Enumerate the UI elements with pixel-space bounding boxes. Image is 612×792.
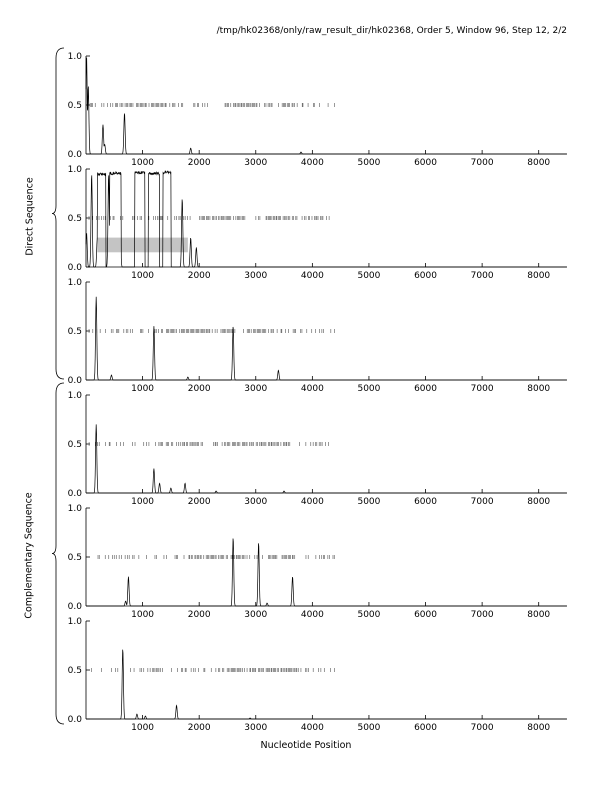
x-tick-label: 1000 <box>131 384 155 394</box>
x-tick-label: 1000 <box>131 723 155 733</box>
x-tick-label: 5000 <box>357 497 381 507</box>
y-tick-label: 0.0 <box>67 150 82 160</box>
x-tick-label: 2000 <box>187 723 211 733</box>
series-line <box>86 58 567 154</box>
page-header: /tmp/hk02368/only/raw_result_dir/hk02368, Order 5, Window 96, Step 12, 2/2 <box>216 26 567 36</box>
x-tick-label: 5000 <box>357 723 381 733</box>
group-brace-2 <box>52 383 64 724</box>
y-tick-label: 1.0 <box>67 617 82 627</box>
x-tick-label: 7000 <box>470 610 494 620</box>
x-tick-label: 7000 <box>470 158 494 168</box>
y-tick-label: 0.0 <box>67 715 82 725</box>
x-tick-label: 3000 <box>244 384 268 394</box>
x-tick-label: 7000 <box>470 384 494 394</box>
x-tick-label: 2000 <box>187 158 211 168</box>
y-tick-label: 1.0 <box>67 504 82 514</box>
x-tick-label: 3000 <box>244 610 268 620</box>
x-tick-label: 6000 <box>414 723 437 733</box>
panel-4 <box>68 391 567 507</box>
series-line <box>86 650 567 719</box>
x-tick-label: 4000 <box>300 497 324 507</box>
x-tick-label: 8000 <box>527 497 551 507</box>
y-tick-label: 1.0 <box>67 52 82 62</box>
x-tick-label: 8000 <box>527 723 551 733</box>
x-tick-label: 3000 <box>244 497 268 507</box>
panel-5 <box>68 504 567 620</box>
y-tick-label: 1.0 <box>67 165 82 175</box>
x-tick-label: 1000 <box>131 610 155 620</box>
panel-3 <box>68 278 567 394</box>
x-tick-label: 2000 <box>187 610 211 620</box>
group-brace-1 <box>52 48 64 379</box>
x-tick-label: 4000 <box>300 723 324 733</box>
y-tick-label: 1.0 <box>67 391 82 401</box>
series-line <box>86 424 567 493</box>
x-tick-label: 2000 <box>187 271 211 281</box>
y-tick-label: 1.0 <box>67 278 82 288</box>
x-tick-label: 8000 <box>527 384 551 394</box>
highlight-box <box>97 238 188 253</box>
x-tick-label: 6000 <box>414 497 437 507</box>
y-tick-label: 0.0 <box>67 376 82 386</box>
y-tick-label: 0.0 <box>67 263 82 273</box>
x-tick-label: 6000 <box>414 158 437 168</box>
x-tick-label: 5000 <box>357 271 381 281</box>
x-tick-label: 8000 <box>527 271 551 281</box>
panel-6 <box>68 617 567 733</box>
x-tick-label: 3000 <box>244 271 268 281</box>
group-label-complementary: Complementary Sequence <box>23 492 35 619</box>
x-tick-label: 8000 <box>527 158 551 168</box>
y-tick-label: 0.0 <box>67 602 82 612</box>
y-tick-label: 0.5 <box>67 666 82 676</box>
x-tick-label: 1000 <box>131 497 155 507</box>
y-tick-label: 0.5 <box>67 440 82 450</box>
x-tick-label: 7000 <box>470 497 494 507</box>
x-tick-label: 2000 <box>187 497 211 507</box>
x-tick-label: 3000 <box>244 158 268 168</box>
panel-1 <box>68 52 567 168</box>
panel-2 <box>68 165 567 281</box>
x-tick-label: 6000 <box>414 610 437 620</box>
x-tick-label: 6000 <box>414 271 437 281</box>
x-tick-label: 1000 <box>131 158 155 168</box>
x-tick-label: 7000 <box>470 723 494 733</box>
series-line <box>86 539 567 606</box>
y-tick-label: 0.0 <box>67 489 82 499</box>
y-tick-label: 0.5 <box>67 327 82 337</box>
x-tick-label: 3000 <box>244 723 268 733</box>
series-line <box>86 297 567 380</box>
y-tick-label: 0.5 <box>67 101 82 111</box>
x-tick-label: 1000 <box>131 271 155 281</box>
x-tick-label: 4000 <box>300 271 324 281</box>
x-tick-label: 5000 <box>357 384 381 394</box>
y-tick-label: 0.5 <box>67 553 82 563</box>
x-tick-label: 5000 <box>357 158 381 168</box>
y-tick-label: 0.5 <box>67 214 82 224</box>
x-tick-label: 8000 <box>527 610 551 620</box>
x-tick-label: 5000 <box>357 610 381 620</box>
x-tick-label: 6000 <box>414 384 437 394</box>
x-axis-title: Nucleotide Position <box>260 740 352 751</box>
x-tick-label: 2000 <box>187 384 211 394</box>
x-tick-label: 4000 <box>300 384 324 394</box>
x-tick-label: 7000 <box>470 271 494 281</box>
group-label-direct: Direct Sequence <box>24 177 36 256</box>
x-tick-label: 4000 <box>300 610 324 620</box>
x-tick-label: 4000 <box>300 158 324 168</box>
